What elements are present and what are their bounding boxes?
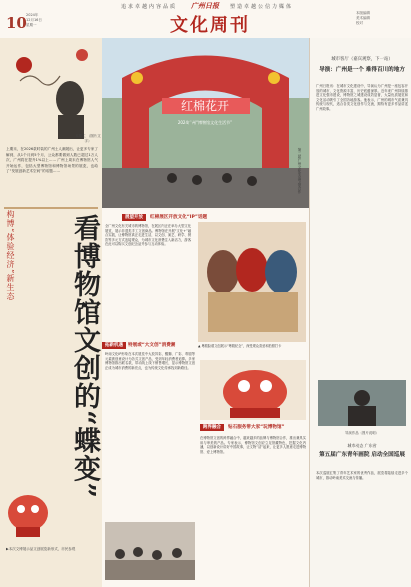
section-label: 拓新机遇 [102,342,126,349]
figure-caption: ▶本次文博展示品文创展览新形式，市民参观 [6,547,76,551]
sidebar-title-2: 第五届广东青年画院 启动全国巡展 [319,452,405,458]
editor-credits [356,11,370,26]
sidebar-kicker: 城市客厅（嘉宾观察，下一站） [331,57,393,62]
section-heading: 红棉展区开放文化“IP”话题 [150,215,208,220]
page-header [0,0,411,39]
right-sidebar [309,38,411,587]
section-heading: 特展或“大文创”消费潮 [128,343,176,348]
slogan-left: 追求卓越内容品质 [121,4,178,10]
section-label: 展望开放 [122,214,146,221]
section-heading: 钻石服务带大家“玩博物馆” [228,425,285,430]
portrait-caption: 本期主 （图片文字） [75,134,101,143]
sidebar-photo [318,380,406,426]
date-line: 12月16日 [26,18,42,22]
article-body: 在博物馆文创的跨界融合中，越来越多的品牌与博物馆合作，推出兼具实用与审美的产品。专家表示，博物馆文创应立足馆藏特色，挖掘文化内涵，以创新设计讲好中国故事，让文物“活”起来，让更多人愿意走进博物馆、爱上博物馆。 [200,436,306,454]
divider [4,207,98,209]
intro-paragraph: 上期末，在2026款时装的广州土人潮展出，让更多专家了解到，从1个月到5个月，公众都要做到人数已超过1万人次，广州将在提升1%以上…… 广州上周末在博物馆人气开始运作，包括大型博物馆和博物馆场景的展览，也给了“发展创新艺术空间”的话题…… [6,147,98,174]
middle-articles [102,208,309,587]
photo-side-caption: 第二届广州文化生活节馆合作 [298,148,302,194]
article-headline: 看博物馆文创的“蝶变” [69,214,100,500]
figure-caption: ▲ 粤剧脸谱文创展示“粤剧纪念”，深受观众喜爱和拍照打卡 [198,344,282,348]
date-line: 星期一 [26,23,37,27]
article-body: 全广州文化有关城市的博物馆，在展区内正在举办大型文化展览，展示非遗类手工文创商品。博物馆在开展“文化+”融合实践，让博物馆真正走进生活，以文创、演艺、研学、餐饮等多元方式连接观众，为城市文化消费注入新活力，游客在此可以购买文创纪念品并参与互动体验。 [105,224,191,247]
lion-figurine-image [2,483,54,539]
article-kicker: 构博“体验经济”新生态 [6,210,15,302]
sidebar-title: 导演：广州是一个 难得百川的地方 [319,67,405,73]
left-column [0,38,102,587]
section-title: 文化周刊 [170,15,250,36]
arch-subtitle-text: 2024广州“博物馆文化生活节” [177,120,233,125]
date-line: 2024年 [26,13,39,17]
slogan-right: 塑造卓越公信力媒体 [230,4,294,10]
date-block [26,13,42,28]
sidebar-photo-caption: 导演作品（图片说明） [345,431,379,435]
lion-dance-image [200,360,306,420]
arch-banner-text: 红棉花开 [180,99,230,113]
arch-gateway-image [102,38,309,208]
sidebar-body-2: 本次巡展汇集了青年艺术家的优秀作品，展览将陆续走进多个城市，推动岭南美术交流与传播。 [316,471,408,480]
page-number: 10 [6,14,27,32]
editor-line: 美术编辑 [356,16,370,20]
section-label: 跨界融合 [200,424,224,431]
crowd-photo [105,522,195,580]
opera-figures-image [198,222,306,342]
exhibition-photo [102,38,309,208]
portrait-illustration [0,41,102,141]
article-body: 岭南文化IP形象在本次展览中大放异彩，醒狮、广彩、粤剧等元素被创意设计为各式文创产品，受到年轻消费者追捧。多家博物馆推出联名款，带动线上线下销售增长，显示博物馆文创正成为城市消费的新亮点，也为传统文化传承找到新路径。 [105,352,195,370]
sidebar-body: 广州日报讯：在城市文化建设中，导演认为广州是一座包容开放的城市，文化资源丰富，历史底蕴深厚。近年来广州持续推进文化强市建设，博物馆之城建设成效显著，大量优质展览和文化活动吸引了全国各地游客。他表示，广州的城市气质兼具传统与现代，适合各类文化创作与交流，期待有更多作品讲述广州故事。 [316,84,408,111]
editor-line: 校对 [356,21,363,25]
editor-line: 本版编辑 [356,11,370,15]
newspaper-name: 广州日报 [191,1,219,10]
sidebar-kicker-2: 城市动态 广东省 [347,443,377,448]
director-photo [318,380,406,426]
